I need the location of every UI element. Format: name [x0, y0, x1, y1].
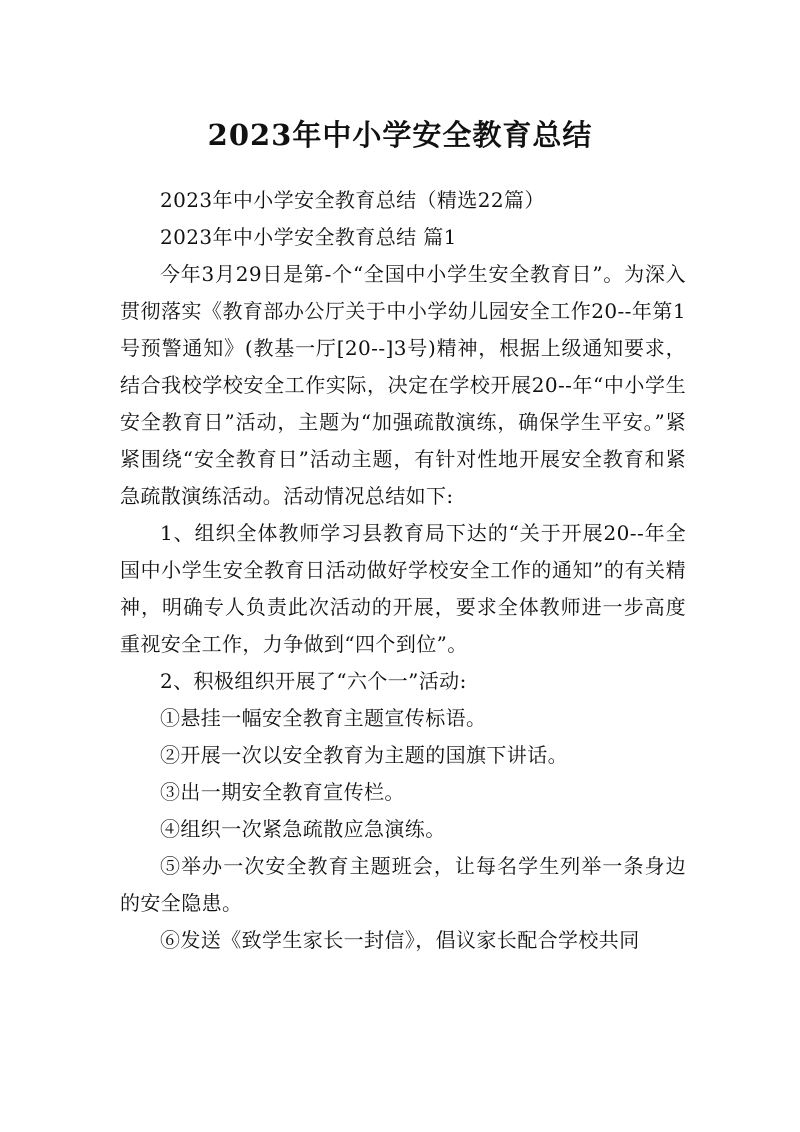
activity-4-paragraph: ④组织一次紧急疏散应急演练。: [160, 817, 446, 841]
document-title: 2023年中小学安全教育总结: [207, 118, 593, 153]
activity-3-paragraph: ③出一期安全教育宣传栏。: [160, 780, 405, 804]
activity-2-paragraph: ②开展一次以安全教育为主题的国旗下讲话。: [160, 743, 568, 767]
document-body: [120, 182, 686, 959]
section-heading-paragraph: 2023年中小学安全教育总结 篇1: [160, 225, 457, 249]
activity-6-paragraph: ⑥发送《致学生家长一封信》，倡议家长配合学校共同: [160, 928, 640, 952]
subtitle-paragraph: 2023年中小学安全教育总结（精选22篇）: [160, 188, 545, 212]
activity-5-paragraph: ⑤举办一次安全教育主题班会，让每名学生列举一条身边的安全隐患。: [120, 854, 686, 915]
activity-1-paragraph: ①悬挂一幅安全教育主题宣传标语。: [160, 706, 487, 730]
item-2-paragraph: 2、积极组织开展了“六个一”活动:: [160, 669, 467, 693]
intro-paragraph: 今年3月29日是第-个“全国中小学生安全教育日”。为深入贯彻落实《教育部办公厅关于中小学幼儿园安全工作20--年第1号预警通知》(教基一厅[20--]3号)精神，根据上级通知要求，结合我校学校安全工作实际，决定在学校开展20--年“中小学生安全教育日”活动，主题为“加强疏散演练，确保学生平安。”紧紧围绕“安全教育日”活动主题，有针对性地开展安全教育和紧急疏散演练活动。活动情况总结如下:: [120, 262, 686, 508]
item-1-paragraph: 1、组织全体教师学习县教育局下达的“关于开展20--年全国中小学生安全教育日活动做好学校安全工作的通知”的有关精神，明确专人负责此次活动的开展，要求全体教师进一步高度重视安全工作，力争做到“四个到位”。: [120, 521, 686, 656]
